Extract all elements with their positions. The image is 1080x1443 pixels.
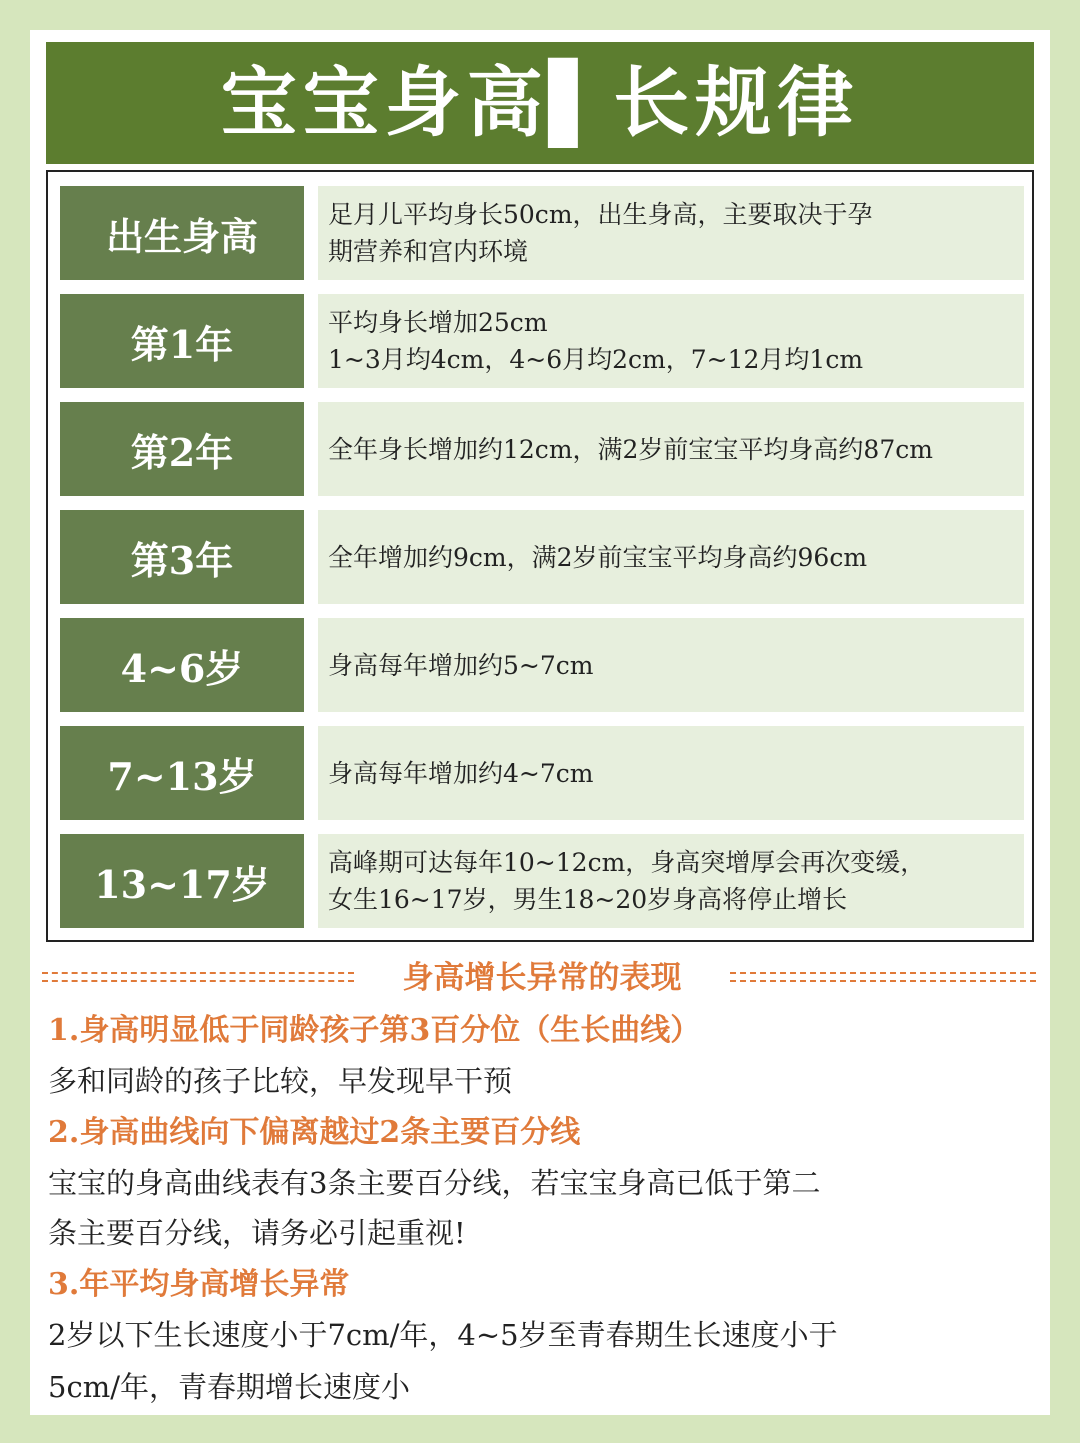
table-row <box>48 618 1032 712</box>
table-row <box>48 186 1032 280</box>
description-line: 全年增加约9cm，满2岁前宝宝平均身高约96cm <box>328 542 868 572</box>
description-line: 期营养和宫内环境 <box>328 237 529 266</box>
row-label: 出生身高 <box>60 186 304 280</box>
description-line: 足月儿平均身长50cm，出生身高，主要取决于孕 <box>328 200 873 229</box>
section-header <box>42 958 1038 1002</box>
section-title: 身高增长异常的表现 <box>402 960 682 996</box>
item-text: 多和同龄的孩子比较，早发现早干预 <box>48 1064 513 1098</box>
item-heading: 2.身高曲线向下偏离越过2条主要百分线 <box>48 1115 581 1150</box>
row-description <box>318 726 1024 820</box>
item-text: 条主要百分线，请务必引起重视! <box>48 1216 466 1250</box>
item-text: 2岁以下生长速度小于7cm/年，4~5岁至青春期生长速度小于 <box>48 1318 838 1352</box>
row-description <box>318 186 1024 280</box>
row-label: 7~13岁 <box>60 726 304 820</box>
row-label: 第2年 <box>60 402 304 496</box>
row-description <box>318 834 1024 928</box>
description-line: 身高每年增加约4~7cm <box>328 758 594 788</box>
item-heading: 3.年平均身高增长异常 <box>48 1267 350 1302</box>
divider-right <box>730 972 1036 982</box>
item-text: 宝宝的身高曲线表有3条主要百分线，若宝宝身高已低于第二 <box>48 1166 821 1200</box>
table-row <box>48 402 1032 496</box>
row-label: 第3年 <box>60 510 304 604</box>
table-row <box>48 510 1032 604</box>
description-line: 全年身长增加约12cm，满2岁前宝宝平均身高约87cm <box>328 434 933 464</box>
row-description <box>318 402 1024 496</box>
row-description <box>318 294 1024 388</box>
table-row <box>48 294 1032 388</box>
item-heading: 1.身高明显低于同龄孩子第3百分位（生长曲线） <box>48 1013 701 1048</box>
row-label: 13~17岁 <box>60 834 304 928</box>
title-banner <box>46 42 1034 164</box>
height-growth-table <box>46 170 1034 942</box>
item-text: 5cm/年，青春期增长速度小 <box>48 1370 410 1404</box>
description-line: 身高每年增加约5~7cm <box>328 650 594 680</box>
row-label: 第1年 <box>60 294 304 388</box>
row-label: 4~6岁 <box>60 618 304 712</box>
row-description <box>318 618 1024 712</box>
info-card <box>30 30 1050 1415</box>
divider-left <box>42 972 354 982</box>
row-description <box>318 510 1024 604</box>
description-line: 平均身长增加25cm <box>328 308 548 337</box>
description-line: 高峰期可达每年10~12cm，身高突增厚会再次变缓， <box>328 848 926 877</box>
table-row <box>48 834 1032 928</box>
table-row <box>48 726 1032 820</box>
description-line: 1~3月均4cm，4~6月均2cm，7~12月均1cm <box>328 345 864 374</box>
page-title: 宝宝身高▌长规律 <box>220 58 860 147</box>
description-line: 女生16~17岁，男生18~20岁身高将停止增长 <box>328 885 848 914</box>
